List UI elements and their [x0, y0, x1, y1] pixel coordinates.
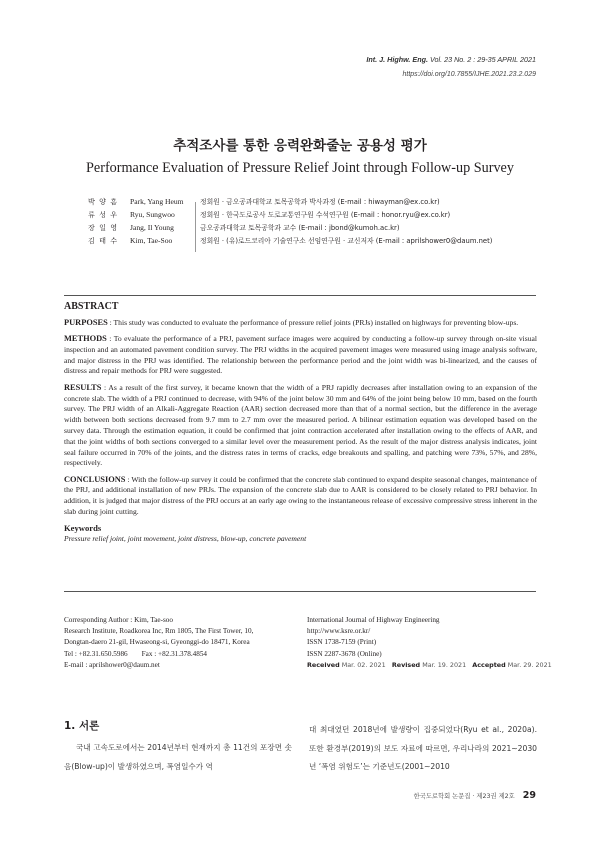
keywords-text: Pressure relief joint, joint movement, joint distress, blow-up, concrete pavement — [64, 534, 307, 544]
author-korean-name: 장 일 영 — [88, 223, 119, 232]
results-text: : As a result of the first survey, it became known that the width of a PRJ rapidly decreases after installation owing to an expansion of the concrete slab. The width of a PRJ continued to decrease, with 94% of the joint below 30 mm and 64% of the joint being below 10 mm, based on the fourth survey. The PRJ width of an Alkali-Aggregate Reaction (AAR) section decreased more than that of a normal section, but the difference in the average width between both sections decreased from 9.7 mm to 2.7 mm over the measured period. A bilinear estimation equation was developed based on the survey data. Through the estimation equation, it could be confirmed that joint contraction accelerated after installation owing to the effects of AAR, and that the joint widths of both sections converged to a similar level over the measurement period. As the result of the major distress analysis indicates, joint seal failure occurred in 70% of the joints, and the distress rates in terms of cracks, edge breakouts and spalling, and patching were 73%, 57%, and 28%, respectively. — [64, 382, 537, 468]
abstract-heading: ABSTRACT — [64, 301, 119, 312]
page-number: 29 — [522, 790, 536, 801]
purposes-text: : This study was conducted to evaluate the performance of pressure relief joints (PRJs) installed on highways for preventing blow-ups. — [107, 317, 519, 327]
received-date: Mar. 02. 2021 — [341, 660, 386, 669]
correspondence-address-line1: Research Institute, Roadkorea Inc, Rm 1805, The First Tower, 10, — [64, 627, 254, 636]
issn-print: ISSN 1738-7159 (Print) — [307, 638, 377, 647]
author-english-name: Kim, Tae-Soo — [130, 236, 173, 245]
abstract-purposes — [64, 318, 537, 329]
body-text-left: 국내 고속도로에서는 2014년부터 현재까지 총 11건의 포장면 솟음(Blow-up)이 발생하였으며, 폭염일수가 역 — [64, 743, 292, 771]
revised-label: Revised — [391, 660, 421, 669]
journal-info — [307, 615, 552, 671]
author-korean-name: 류 성 우 — [88, 210, 119, 219]
correspondence-fax: Fax : +82.31.378.4854 — [141, 649, 208, 658]
journal-abbrev: Int. J. Highw. Eng. — [366, 55, 428, 64]
volume-info: Vol. 23 No. 2 : 29-35 APRIL 2021 — [427, 55, 536, 64]
accepted-date: Mar. 29. 2021 — [507, 660, 552, 669]
body-text-right: 대 최대였던 2018년에 발생량이 집중되었다(Ryu et al., 2020a). 또한 환경부(2019)의 보도 자료에 따르면, 우리나라의 2021~2030년 ‘폭염 위험도’는 기준년도(2001~2010 — [309, 725, 537, 771]
revised-date: Mar. 19. 2021 — [422, 660, 467, 669]
author-korean-name: 박 양 흠 — [88, 197, 119, 206]
author-affiliation: 정회원 · 한국도로공사 도로교통연구원 수석연구원 (E-mail : honor.ryu@ex.co.kr) — [200, 211, 451, 219]
submission-dates — [307, 660, 552, 671]
received-label: Received — [307, 660, 340, 669]
correspondence-phone: Tel : +82.31.650.5986 — [64, 649, 128, 658]
journal-url[interactable]: http://www.ksre.or.kr/ — [307, 627, 371, 636]
abstract-top-rule — [64, 295, 536, 296]
journal-name: International Journal of Highway Engineering — [307, 616, 440, 624]
title-english: Performance Evaluation of Pressure Relief Joint through Follow-up Survey — [86, 160, 514, 176]
author-korean-name: 김 태 수 — [88, 236, 119, 245]
correspondence-info — [64, 615, 294, 671]
abstract-bottom-rule — [64, 591, 536, 592]
results-label: RESULTS — [64, 382, 102, 392]
issn-online: ISSN 2287-3678 (Online) — [307, 649, 382, 658]
title-korean: 추적조사를 통한 응력완화줄눈 공용성 평가 — [173, 138, 427, 154]
author-divider — [195, 202, 196, 252]
section-heading: 1. 서론 — [64, 720, 100, 732]
author-english-name: Park, Yang Heum — [130, 197, 184, 206]
methods-text: : To evaluate the performance of a PRJ, pavement surface images were acquired by conducting a follow-up survey through on-site visual inspection and an automated pavement condition survey. The PRJ widths in the acquired pavement images were measured using image analysis software, and major distress in the PRJ was identified. The relationship between the performance period and the joint width was bi-linearized, and the causes of distress and repair methods for PRJ were suggested. — [64, 334, 537, 376]
conclusions-text: : With the follow-up survey it could be confirmed that the concrete slab continued to expand despite seasonal changes, maintenance of the PRJ, and additional installation of new PRJs. The expansion of the concrete slab due to AAR is considered to be closely related to PRJ behavior. In addition, it is judged that major distress of the PRJ occurs at an early age owing to the instantaneous release of excessive compressive stress inherent in the slab during joint cutting. — [64, 474, 537, 517]
author-english-name: Jang, Il Young — [130, 223, 174, 232]
author-affiliation: 금오공과대학교 토목공학과 교수 (E-mail : jbond@kumoh.ac.kr) — [200, 224, 400, 232]
journal-citation — [366, 55, 536, 65]
correspondence-address-line2: Dongtan-daero 21-gil, Hwaseong-si, Gyeonggi-do 18471, Korea — [64, 638, 250, 647]
doi-link[interactable]: https://doi.org/10.7855/IJHE.2021.23.2.029 — [402, 71, 536, 78]
abstract-section — [64, 302, 537, 545]
abstract-results — [64, 383, 537, 469]
correspondence-email[interactable]: E-mail : aprilshower0@daum.net — [64, 660, 160, 669]
accepted-label: Accepted — [472, 660, 506, 669]
purposes-label: PURPOSES — [64, 317, 108, 327]
methods-label: METHODS — [64, 334, 107, 344]
author-affiliation: 정회원 · 금오공과대학교 토목공학과 박사과정 (E-mail : hiwayman@ex.co.kr) — [200, 198, 440, 206]
abstract-conclusions — [64, 475, 537, 518]
conclusions-label: CONCLUSIONS — [64, 474, 126, 484]
author-affiliation: 정회원 · (유)로드코리아 기술연구소 선임연구원 · 교신저자 (E-mail : aprilshower0@daum.net) — [200, 237, 493, 245]
keywords-heading: Keywords — [64, 523, 102, 534]
page-footer — [414, 790, 536, 801]
corresponding-author: Corresponding Author : Kim, Tae-soo — [64, 616, 173, 624]
abstract-methods — [64, 334, 537, 377]
correspondence-contact — [64, 649, 294, 660]
author-english-name: Ryu, Sungwoo — [130, 210, 175, 219]
footer-journal-issue: 한국도로학회 논문집 · 제23권 제2호 — [413, 793, 515, 800]
